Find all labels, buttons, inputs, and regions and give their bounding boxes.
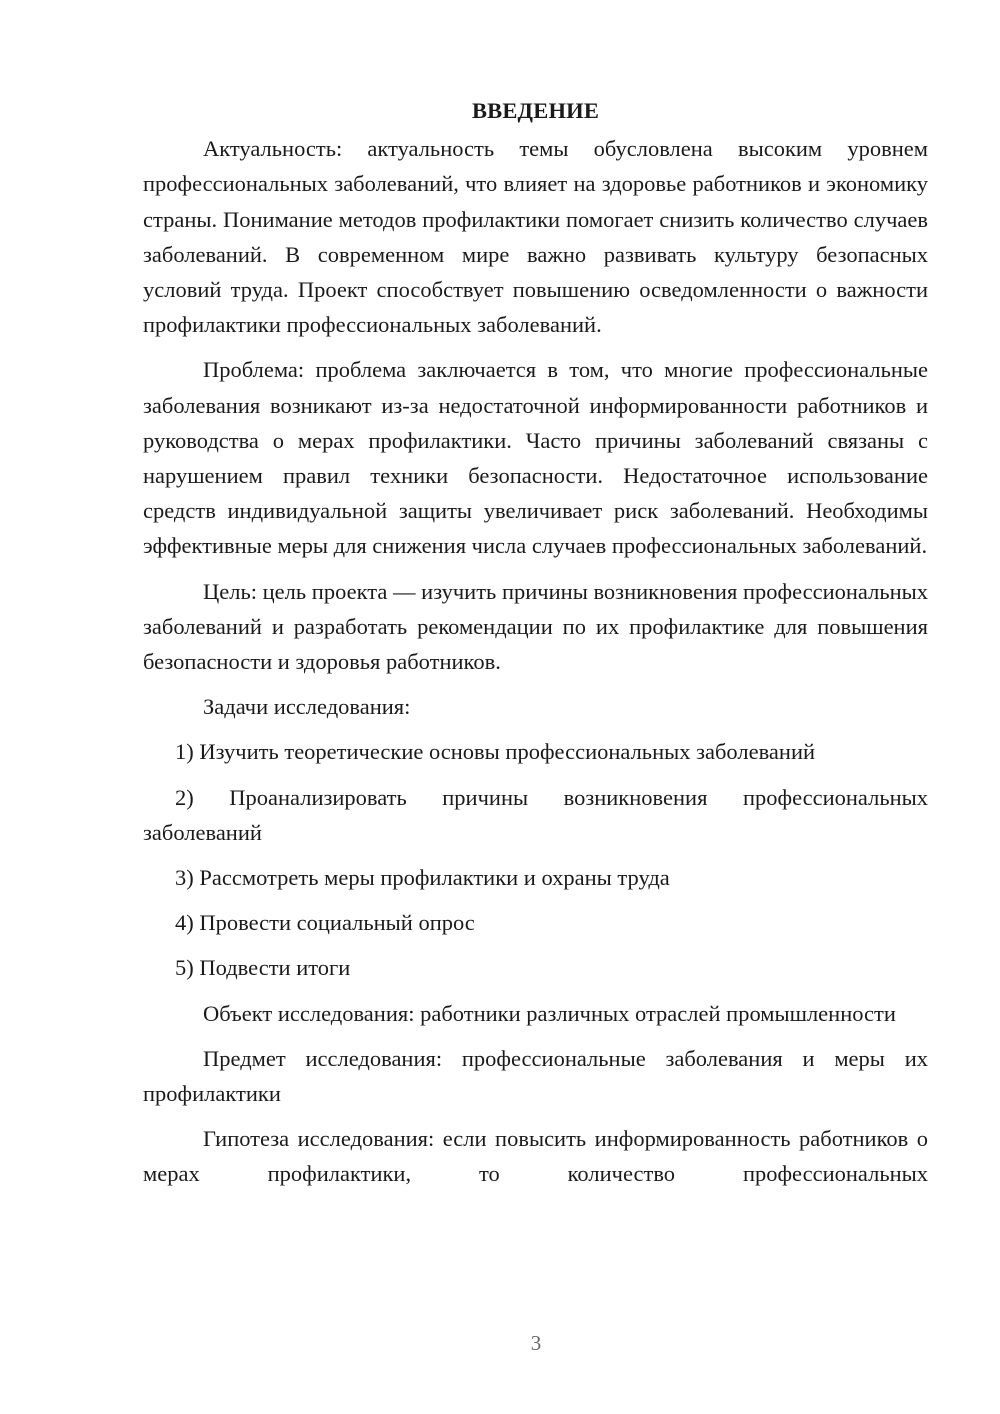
tasks-heading: Задачи исследования: [203, 694, 411, 720]
page-number: 3 [530, 1331, 542, 1355]
research-object-paragraph: Объект исследования: работники различных отраслей промышленности [203, 1000, 896, 1026]
task-item-4: 4) Провести социальный опрос [175, 910, 475, 936]
task-item-1: 1) Изучить теоретические основы профессиональных заболеваний [175, 739, 816, 765]
task-item-5: 5) Подвести итоги [175, 955, 351, 981]
task-item-3: 3) Рассмотреть меры профилактики и охраны труда [175, 865, 670, 891]
hypothesis-paragraph: Гипотеза исследования: если повысить информированность работников о мерах профилактики, то количество профессиональных [143, 1126, 928, 1187]
research-subject-paragraph: Предмет исследования: профессиональные заболевания и меры их профилактики [143, 1045, 928, 1107]
goal-paragraph: Цель: цель проекта — изучить причины возникновения профессиональных заболеваний и разработать рекомендации по их профилактике для повышения безопасности и здоровья работников. [143, 578, 928, 675]
task-item-2: 2) Проанализировать причины возникновения профессиональных заболеваний [143, 784, 928, 845]
section-title: ВВЕДЕНИЕ [471, 98, 600, 123]
relevance-paragraph: Актуальность: актуальность темы обусловлена высоким уровнем профессиональных заболеваний, что влияет на здоровье работников и экономику страны. Понимание методов профилактики помогает снизить количество случаев заболеваний. В современном мире важно развивать культуру безопасных условий труда. Проект способствует повышению осведомленности о важности профилактики профессиональных заболеваний. [143, 136, 928, 338]
document-page [143, 93, 928, 1192]
problem-paragraph: Проблема: проблема заключается в том, что многие профессиональные заболевания возникают из-за недостаточной информированности работников и руководства о мерах профилактики. Часто причины заболеваний связаны с нарушением правил техники безопасности. Недостаточное использование средств индивидуальной защиты увеличивает риск заболеваний. Необходимы эффективные меры для снижения числа случаев профессиональных заболеваний. [143, 357, 928, 559]
